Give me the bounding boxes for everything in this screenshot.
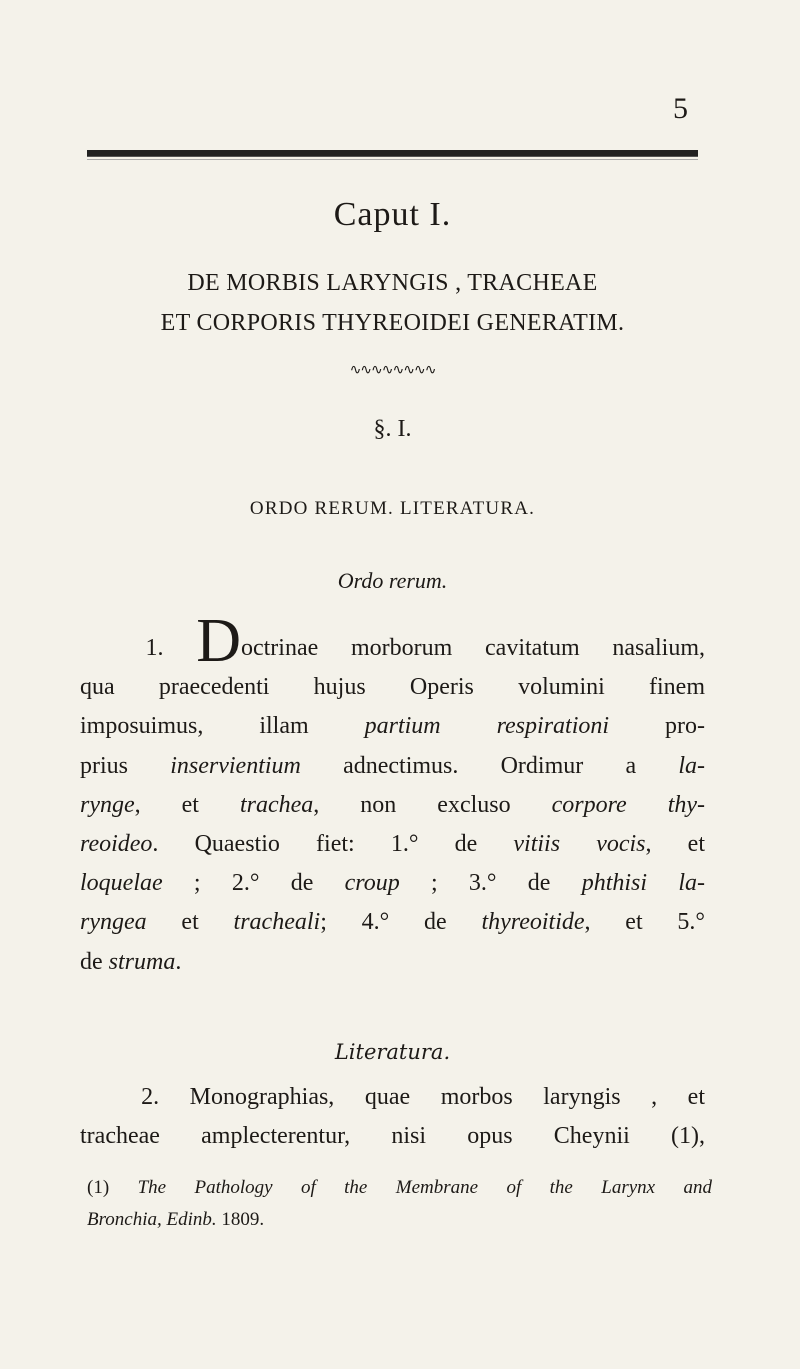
section-heading: §. I. xyxy=(373,416,412,442)
drop-cap: D xyxy=(196,607,241,675)
paragraph-1-line-6 xyxy=(80,825,705,864)
italic-run: croup xyxy=(344,870,400,897)
text-run: , et 5.° xyxy=(584,909,705,936)
footnote-line-1 xyxy=(87,1172,712,1204)
italic-run: phthisi la- xyxy=(581,870,705,897)
paragraph-1 xyxy=(80,607,706,982)
paragraph-1-line-2: qua praecedenti hujus Operis volumini finem xyxy=(80,674,705,701)
footnote-line-2 xyxy=(87,1204,712,1236)
italic-run: rynge xyxy=(80,791,135,818)
footnote xyxy=(87,1172,712,1236)
italic-run: tracheali xyxy=(233,909,321,936)
italic-run: struma xyxy=(108,948,176,975)
text-run: 1809. xyxy=(216,1209,265,1230)
text-run: , et xyxy=(134,791,240,818)
text-run: et xyxy=(146,909,234,936)
paragraph-1-line-4 xyxy=(80,747,705,786)
literatura-heading: Literatura. xyxy=(334,1040,451,1064)
text-run: prius xyxy=(80,752,171,779)
chapter-title-line-1: DE MORBIS LARYNGIS , TRACHEAE xyxy=(187,270,598,296)
paragraph-1-line-9 xyxy=(80,943,705,982)
italic-run: trachea xyxy=(239,791,314,818)
footnote-mark: (1) xyxy=(87,1177,138,1198)
paragraph-1-line-7 xyxy=(80,864,705,903)
text-run: imposuimus, illam xyxy=(80,713,365,740)
text-run: , non excluso xyxy=(313,791,552,818)
text-run: . xyxy=(175,948,182,975)
italic-run: corpore thy- xyxy=(551,791,706,818)
italic-run: inservientium xyxy=(170,752,301,779)
text-run: , et xyxy=(645,831,706,858)
chapter-title-line-2: ET CORPORIS THYREOIDEI GENERATIM. xyxy=(160,310,625,336)
chapter-heading: Caput I. xyxy=(333,196,452,233)
text-run: . Quaestio fiet: 1.° de xyxy=(152,831,514,858)
section-subtitle: ORDO RERUM. LITERATURA. xyxy=(249,498,536,519)
italic-run: thyreoitide xyxy=(481,909,585,936)
paragraph-2 xyxy=(80,1078,705,1156)
italic-run: partium respirationi xyxy=(364,713,610,740)
text-run: 2. Monographias, quae morbos laryngis , et xyxy=(141,1084,706,1110)
paragraph-number: 1. xyxy=(145,635,164,661)
text-run: pro- xyxy=(609,713,705,740)
text-run: ; 2.° de xyxy=(162,870,345,897)
italic-run: vitiis vocis xyxy=(513,831,646,858)
italic-run: reoideo xyxy=(80,831,153,858)
paragraph-2-line-2: tracheae amplecterentur, nisi opus Cheynii (1), xyxy=(80,1123,705,1150)
text-run: de xyxy=(80,948,109,975)
italic-run: The Pathology of the Membrane of the Larynx and xyxy=(137,1177,712,1198)
italic-run: ryngea xyxy=(80,909,147,936)
text-run: ; 3.° de xyxy=(399,870,582,897)
italic-run: Bronchia, Edinb. xyxy=(87,1209,217,1230)
paragraph-1-line-8 xyxy=(80,903,705,942)
ordo-heading: Ordo rerum. xyxy=(337,568,448,593)
paragraph-2-line-1 xyxy=(80,1078,705,1117)
ornament-divider: ∿∿∿∿∿∿∿∿ xyxy=(349,362,436,378)
paragraph-1-line-3 xyxy=(80,707,705,746)
paragraph-1-line-5 xyxy=(80,786,705,825)
italic-run: loquelae xyxy=(80,870,163,897)
italic-run: la- xyxy=(678,752,705,779)
text-run: octrinae morborum cavitatum nasalium, xyxy=(240,635,706,661)
header-rule xyxy=(87,150,698,156)
text-run: ; 4.° de xyxy=(320,909,482,936)
paragraph-1-line-1 xyxy=(80,607,706,675)
page-number: 5 xyxy=(673,92,688,125)
text-run: adnectimus. Ordimur a xyxy=(300,752,679,779)
